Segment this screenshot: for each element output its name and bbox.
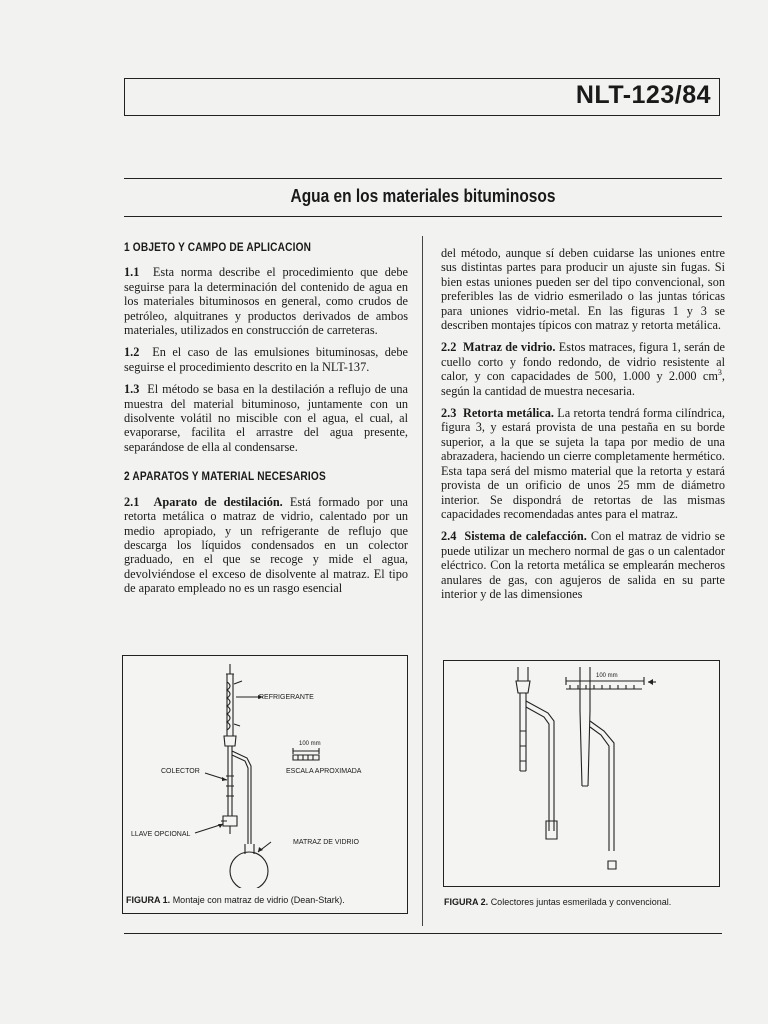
- scale-length: 100 mm: [299, 741, 321, 747]
- paragraph-text: Esta norma describe el procedimiento que debe seguirse para la determinación del contenido de agua en los materiales bituminosos en general, como crudos de petróleo, alquitranes y productos derivados de ambos materiales, utilizados en construcción de carreteras.: [124, 265, 408, 338]
- title-rule-bottom: [124, 216, 722, 217]
- paragraph-text: La retorta tendrá forma cilíndrica, figura 3, y estará provista de una pestaña en su borde superior, a la que se sujeta la tapa por medio de una abrazadera, haciendo un cierre completamente hermético. Esta tapa será del mismo material que la retorta y estará provista de un orificio de unos 25 mm de diámetro interior. Se dispondrá de retortas de las mismas capacidades recomendadas antes para el matraz.: [441, 406, 725, 521]
- paragraph-text: En el caso de las emulsiones bituminosas, debe seguirse el procedimiento descrito en la NLT-137.: [124, 345, 408, 374]
- paragraph-number: 1.2: [124, 345, 140, 360]
- label-refrigerante: REFRIGERANTE: [259, 694, 314, 701]
- paragraph-number: 2.2: [441, 340, 457, 355]
- paragraph-title: Retorta metálica.: [462, 406, 554, 421]
- paragraph-number: 1.3: [124, 382, 140, 397]
- paragraph-continuation: del método, aunque sí deben cuidarse las uniones entre sus distintas partes para producir un ajuste sin fugas. Si bien estas uniones pueden ser del tipo convencional, son preferibles las de vidrio esmerilado o las juntas tóricas para uniones vidrio-metal. En las figuras 1 y 3 se describen montajes típicos con matraz y retorta metálica.: [441, 246, 725, 333]
- paragraph-title: Matraz de vidrio.: [463, 340, 556, 355]
- paragraph-text: , según la cantidad de muestra necesaria.: [441, 369, 725, 398]
- paragraph-title: Aparato de destilación.: [153, 494, 283, 509]
- paragraph-text: El método se basa en la destilación a reflujo de una muestra del material bituminoso, juntamente con un disolvente volátil no miscible con el agua, el cual, al evaporarse, facilita el arrastre del agua presente, separándose de ella al condensarse.: [124, 382, 409, 454]
- document-title: Agua en los materiales bituminosos: [290, 186, 556, 206]
- paragraph-2-4: [441, 529, 725, 601]
- label-llave-opcional: LLAVE OPCIONAL: [131, 831, 191, 838]
- standard-code: NLT-123/84: [575, 81, 711, 109]
- section-2-heading: 2 APARATOS Y MATERIAL NECESARIOS: [124, 471, 326, 484]
- caption-label: FIGURA 2.: [444, 897, 489, 907]
- paragraph-1-1: [124, 265, 408, 337]
- caption-label: FIGURA 1.: [126, 895, 171, 905]
- superscript: 3: [717, 368, 722, 378]
- paragraph-text: Estos matraces, figura 1, serán de cuello corto y fondo redondo, de vidrio resistente al calor, y con capacidades de 500, 1.000 y 2.000 cm: [441, 340, 725, 384]
- paragraph-1-3: [124, 382, 408, 454]
- figure-2-caption: [444, 897, 671, 907]
- paragraph-number: 2.1: [124, 494, 140, 509]
- paragraph-text: Está formado por una retorta metálica o matraz de vidrio, calentado por un medio apropiado, y un refrigerante de reflujo que descarga los líquidos condensados en un colector graduado, en el que se recoge y mide el agua, devolviéndose el exceso de disolvente al matraz. El tipo de aparato empleado no es un rasgo esencial: [124, 494, 409, 596]
- collector-tubes-drawing: [444, 661, 719, 871]
- section-1-heading: 1 OBJETO Y CAMPO DE APLICACION: [124, 242, 312, 254]
- paragraph-2-3: [441, 406, 725, 521]
- title-rule-top: [124, 178, 722, 179]
- label-colector: COLECTOR: [161, 768, 200, 775]
- scale-length: 100 mm: [596, 673, 618, 679]
- paragraph-number: 2.3: [441, 406, 457, 421]
- caption-text: Colectores juntas esmerilada y convencional.: [490, 897, 672, 907]
- standard-code-box: [124, 78, 720, 116]
- paragraph-text: Con el matraz de vidrio se puede utilizar un mechero normal de gas o un calentador eléctrico. Con la retorta metálica se emplearán mecheros anulares de gas, con agujeros de salida en su parte interior y de las dimensiones: [441, 529, 725, 601]
- paragraph-number: 2.4: [441, 529, 457, 544]
- footer-rule: [124, 933, 722, 934]
- left-column: [124, 241, 408, 604]
- right-column: [441, 246, 725, 609]
- paragraph-1-2: [124, 345, 408, 374]
- paragraph-number: 1.1: [124, 265, 140, 280]
- scale-caption: ESCALA APROXIMADA: [286, 768, 362, 775]
- figure-2: [443, 660, 720, 907]
- paragraph-title: Sistema de calefacción.: [464, 529, 587, 544]
- figure-1-caption: [126, 895, 345, 905]
- column-divider: [422, 236, 423, 926]
- paragraph-2-2: [441, 340, 725, 398]
- paragraph-2-1: [124, 495, 408, 596]
- figure-1: [122, 655, 408, 914]
- caption-text: Montaje con matraz de vidrio (Dean-Stark).: [172, 895, 345, 905]
- label-matraz-de-vidrio: MATRAZ DE VIDRIO: [293, 839, 359, 846]
